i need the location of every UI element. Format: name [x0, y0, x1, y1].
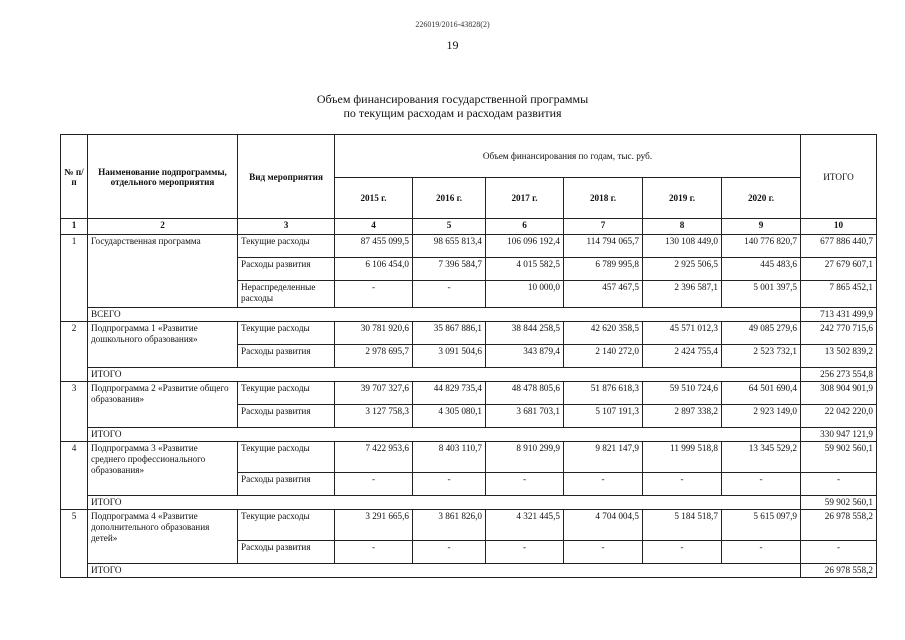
row-number: 2 — [61, 322, 88, 382]
summary-row — [61, 428, 877, 442]
year-value: 6 789 995,8 — [564, 258, 643, 281]
summary-row — [61, 308, 877, 322]
year-value: 4 321 445,5 — [486, 510, 564, 541]
year-value: 4 704 004,5 — [564, 510, 643, 541]
page-number: 19 — [446, 38, 459, 52]
column-number-row — [61, 219, 877, 235]
year-value: 87 455 099,5 — [335, 235, 413, 258]
year-value: 64 501 690,4 — [722, 382, 801, 405]
row-total: 13 502 839,2 — [801, 345, 877, 368]
summary-row — [61, 496, 877, 510]
year-value: 106 096 192,4 — [486, 235, 564, 258]
header-total: ИТОГО — [801, 135, 877, 219]
table-row — [61, 322, 877, 345]
year-value: 3 091 504,6 — [413, 345, 486, 368]
table-row — [61, 235, 877, 258]
row-number: 4 — [61, 442, 88, 510]
year-value: 45 571 012,3 — [643, 322, 722, 345]
row-total: - — [801, 473, 877, 496]
column-number: 7 — [564, 219, 643, 235]
row-total: 26 978 558,2 — [801, 510, 877, 541]
year-value: 8 910 299,9 — [486, 442, 564, 473]
year-value: 10 000,0 — [486, 281, 564, 308]
year-value: 7 422 953,6 — [335, 442, 413, 473]
year-value: 5 001 397,5 — [722, 281, 801, 308]
column-number: 1 — [61, 219, 88, 235]
year-value: - — [486, 473, 564, 496]
program-name: Подпрограмма 3 «Развитие среднего профессионального образования» — [88, 442, 238, 496]
expense-type: Текущие расходы — [238, 510, 335, 541]
year-value: - — [335, 541, 413, 564]
summary-total: 256 273 554,8 — [801, 368, 877, 382]
column-number: 4 — [335, 219, 413, 235]
program-name: Подпрограмма 1 «Развитие дошкольного образования» — [88, 322, 238, 368]
row-number: 5 — [61, 510, 88, 578]
row-number: 3 — [61, 382, 88, 442]
header-year: 2019 г. — [643, 178, 722, 219]
row-total: 22 042 220,0 — [801, 405, 877, 428]
document-title — [0, 92, 905, 120]
document-id: 226019/2016-43828(2) — [415, 20, 490, 29]
year-value: 6 106 454,0 — [335, 258, 413, 281]
expense-type: Текущие расходы — [238, 322, 335, 345]
year-value: 9 821 147,9 — [564, 442, 643, 473]
header-year: 2017 г. — [486, 178, 564, 219]
year-value: 343 879,4 — [486, 345, 564, 368]
row-total: 308 904 901,9 — [801, 382, 877, 405]
summary-row — [61, 564, 877, 578]
year-value: - — [564, 541, 643, 564]
column-number: 8 — [643, 219, 722, 235]
year-value: - — [722, 541, 801, 564]
year-value: 30 781 920,6 — [335, 322, 413, 345]
year-value: - — [722, 473, 801, 496]
year-value: 2 396 587,1 — [643, 281, 722, 308]
year-value: 42 620 358,5 — [564, 322, 643, 345]
column-number: 3 — [238, 219, 335, 235]
table-body — [61, 235, 877, 578]
table-row — [61, 442, 877, 473]
column-number: 6 — [486, 219, 564, 235]
column-number: 2 — [88, 219, 238, 235]
row-number: 1 — [61, 235, 88, 322]
summary-label: ИТОГО — [88, 496, 801, 510]
row-total: 59 902 560,1 — [801, 442, 877, 473]
row-total: 27 679 607,1 — [801, 258, 877, 281]
year-value: 51 876 618,3 — [564, 382, 643, 405]
financing-table — [60, 134, 877, 578]
expense-type: Расходы развития — [238, 258, 335, 281]
expense-type: Текущие расходы — [238, 382, 335, 405]
year-value: 130 108 449,0 — [643, 235, 722, 258]
row-total: 7 865 452,1 — [801, 281, 877, 308]
year-value: 2 923 149,0 — [722, 405, 801, 428]
year-value: - — [335, 281, 413, 308]
year-value: 140 776 820,7 — [722, 235, 801, 258]
year-value: - — [643, 473, 722, 496]
header-type: Вид мероприятия — [238, 135, 335, 219]
year-value: 457 467,5 — [564, 281, 643, 308]
column-number: 10 — [801, 219, 877, 235]
header-name: Наименование подпрограммы, отдельного мероприятия — [88, 135, 238, 219]
row-total: 677 886 440,7 — [801, 235, 877, 258]
program-name: Государственная программа — [88, 235, 238, 308]
year-value: - — [643, 541, 722, 564]
header-year: 2016 г. — [413, 178, 486, 219]
title-line-1: Объем финансирования государственной программы — [316, 92, 589, 106]
header-year: 2015 г. — [335, 178, 413, 219]
year-value: - — [413, 281, 486, 308]
year-value: 2 523 732,1 — [722, 345, 801, 368]
year-value: 5 184 518,7 — [643, 510, 722, 541]
summary-label: ИТОГО — [88, 368, 801, 382]
year-value: - — [335, 473, 413, 496]
year-value: - — [486, 541, 564, 564]
table-row — [61, 510, 877, 541]
header-volume: Объем финансирования по годам, тыс. руб. — [335, 135, 801, 178]
year-value: - — [564, 473, 643, 496]
year-value: 5 615 097,9 — [722, 510, 801, 541]
header-no: № п/п — [61, 135, 88, 219]
year-value: 114 794 065,7 — [564, 235, 643, 258]
row-total: - — [801, 541, 877, 564]
summary-row — [61, 368, 877, 382]
expense-type: Расходы развития — [238, 345, 335, 368]
year-value: 2 424 755,4 — [643, 345, 722, 368]
year-value: 4 305 080,1 — [413, 405, 486, 428]
summary-total: 330 947 121,9 — [801, 428, 877, 442]
year-value: 4 015 582,5 — [486, 258, 564, 281]
year-value: 44 829 735,4 — [413, 382, 486, 405]
header-year: 2020 г. — [722, 178, 801, 219]
year-value: 38 844 258,5 — [486, 322, 564, 345]
table-row — [61, 382, 877, 405]
year-value: - — [413, 473, 486, 496]
year-value: 445 483,6 — [722, 258, 801, 281]
year-value: 5 107 191,3 — [564, 405, 643, 428]
year-value: 11 999 518,8 — [643, 442, 722, 473]
year-value: 3 861 826,0 — [413, 510, 486, 541]
year-value: 8 403 110,7 — [413, 442, 486, 473]
year-value: 2 140 272,0 — [564, 345, 643, 368]
summary-label: ИТОГО — [88, 564, 801, 578]
year-value: 48 478 805,6 — [486, 382, 564, 405]
summary-label: ВСЕГО — [88, 308, 801, 322]
summary-total: 26 978 558,2 — [801, 564, 877, 578]
expense-type: Расходы развития — [238, 473, 335, 496]
year-value: 2 978 695,7 — [335, 345, 413, 368]
expense-type: Расходы развития — [238, 405, 335, 428]
year-value: 3 681 703,1 — [486, 405, 564, 428]
expense-type: Расходы развития — [238, 541, 335, 564]
column-number: 5 — [413, 219, 486, 235]
title-line-2: по текущим расходам и расходам развития — [343, 106, 562, 120]
header-row — [61, 135, 877, 178]
column-number: 9 — [722, 219, 801, 235]
expense-type: Текущие расходы — [238, 235, 335, 258]
year-value: 59 510 724,6 — [643, 382, 722, 405]
header-year: 2018 г. — [564, 178, 643, 219]
row-total: 242 770 715,6 — [801, 322, 877, 345]
year-value: 2 897 338,2 — [643, 405, 722, 428]
year-value: 3 127 758,3 — [335, 405, 413, 428]
expense-type: Текущие расходы — [238, 442, 335, 473]
summary-total: 713 431 499,9 — [801, 308, 877, 322]
program-name: Подпрограмма 2 «Развитие общего образования» — [88, 382, 238, 428]
year-value: 2 925 506,5 — [643, 258, 722, 281]
year-value: 39 707 327,6 — [335, 382, 413, 405]
year-value: 98 655 813,4 — [413, 235, 486, 258]
summary-total: 59 902 560,1 — [801, 496, 877, 510]
expense-type: Нераспределенные расходы — [238, 281, 335, 308]
year-value: 35 867 886,1 — [413, 322, 486, 345]
year-value: - — [413, 541, 486, 564]
year-value: 13 345 529,2 — [722, 442, 801, 473]
program-name: Подпрограмма 4 «Развитие дополнительного образования детей» — [88, 510, 238, 564]
year-value: 3 291 665,6 — [335, 510, 413, 541]
summary-label: ИТОГО — [88, 428, 801, 442]
year-value: 7 396 584,7 — [413, 258, 486, 281]
year-value: 49 085 279,6 — [722, 322, 801, 345]
